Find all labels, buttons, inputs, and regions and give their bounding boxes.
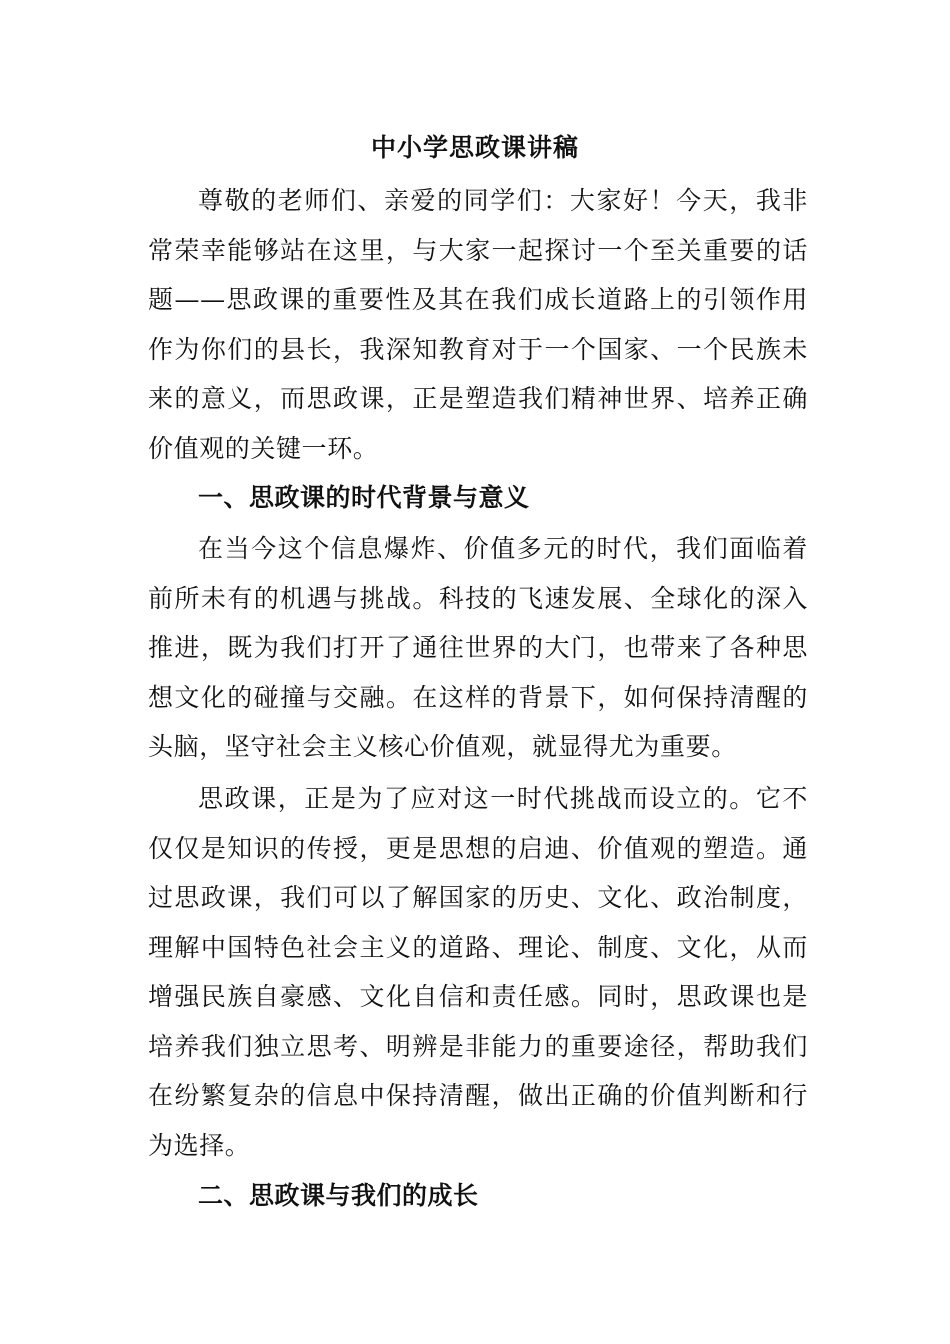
section-heading-1: 一、思政课的时代背景与意义 — [198, 483, 530, 512]
document-title: 中小学思政课讲稿 — [370, 133, 579, 162]
paragraph-greeting: 尊敬的老师们、亲爱的同学们：大家好！今天，我非常荣幸能够站在这里，与大家一起探讨一个至关重要的话题——思政课的重要性及其在我们成长道路上的引领作用作为你们的县长，我深知教育对于一个国家、一个民族未来的意义，而思政课，正是塑造我们精神世界、培养正确价值观的关键一环。 — [148, 186, 808, 463]
paragraph-background: 在当今这个信息爆炸、价值多元的时代，我们面临着前所未有的机遇与挑战。科技的飞速发展、全球化的深入推进，既为我们打开了通往世界的大门，也带来了各种思想文化的碰撞与交融。在这样的背景下，如何保持清醒的头脑，坚守社会主义核心价值观，就显得尤为重要。 — [148, 534, 808, 761]
section-heading-2: 二、思政课与我们的成长 — [198, 1181, 479, 1210]
paragraph-purpose: 思政课，正是为了应对这一时代挑战而设立的。它不仅仅是知识的传授，更是思想的启迪、价值观的塑造。通过思政课，我们可以了解国家的历史、文化、政治制度，理解中国特色社会主义的道路、理论、制度、文化，从而增强民族自豪感、文化自信和责任感。同时，思政课也是培养我们独立思考、明辨是非能力的重要途径，帮助我们在纷繁复杂的信息中保持清醒，做出正确的价值判断和行为选择。 — [148, 784, 808, 1160]
